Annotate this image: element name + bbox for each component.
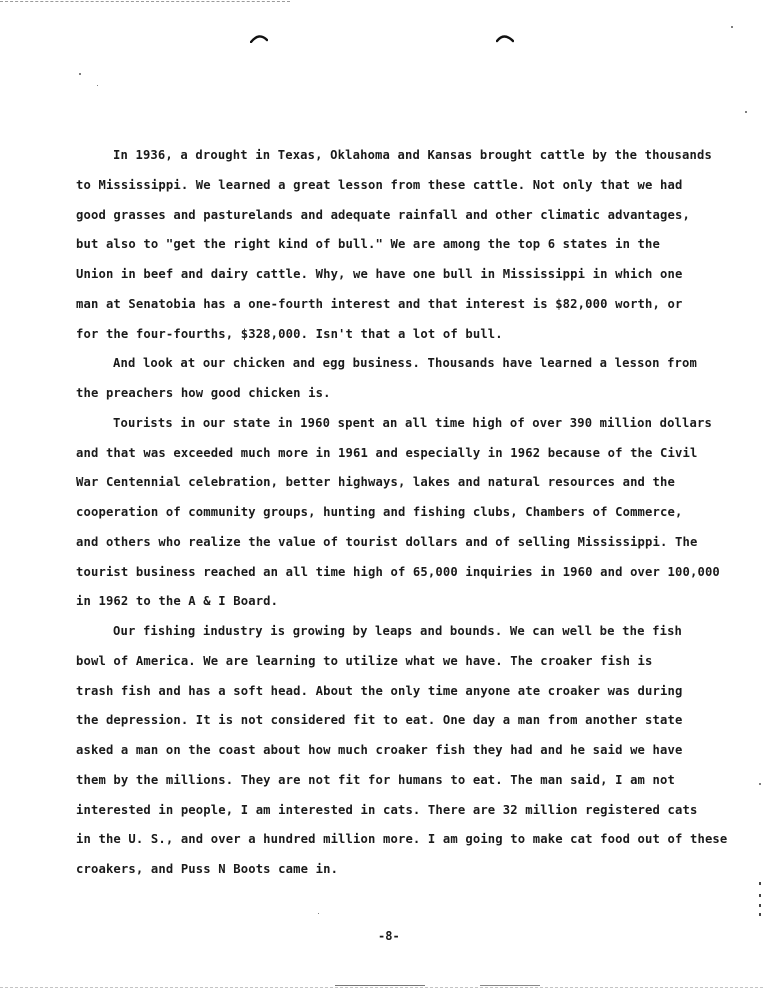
text-line: but also to "get the right kind of bull." We are among the top 6 states in the [76, 237, 661, 252]
text-line: War Centennial celebration, better highways, lakes and natural resources and the [76, 475, 675, 490]
text-line: And look at our chicken and egg business. Thousands have learned a lesson from [113, 356, 698, 371]
text-line: the preachers how good chicken is. [76, 386, 331, 400]
scan-speck [79, 73, 81, 75]
text-line: in 1962 to the A & I Board. [76, 594, 279, 609]
scan-speck [97, 85, 98, 86]
text-line: croakers, and Puss N Boots came in. [76, 862, 339, 876]
right-corner-mark [496, 33, 514, 43]
scan-speck [745, 111, 747, 113]
text-line: interested in people, I am interested in cats. There are 32 million registered cats [76, 802, 698, 817]
text-line: bowl of America. We are learning to utilize what we have. The croaker fish is [76, 653, 653, 668]
text-line: them by the millions. They are not fit for humans to eat. The man said, I am not [76, 772, 675, 787]
bottom-rule [335, 985, 425, 986]
text-line: for the four-fourths, $328,000. Isn't that a lot of bull. [76, 326, 503, 341]
right-edge-scan-marks [758, 880, 762, 920]
text-line: In 1936, a drought in Texas, Oklahoma and Kansas brought cattle by the thousands [113, 148, 712, 162]
scan-speck [318, 913, 319, 914]
scan-speck [731, 26, 733, 28]
text-line: Our fishing industry is growing by leaps and bounds. We can well be the fish [113, 624, 683, 638]
text-line: man at Senatobia has a one-fourth interest and that interest is $82,000 worth, or [76, 296, 683, 311]
text-line: cooperation of community groups, hunting and fishing clubs, Chambers of Commerce, [76, 505, 683, 519]
text-line: asked a man on the coast about how much croaker fish they had and he said we have [76, 743, 683, 757]
text-line: Union in beef and dairy cattle. Why, we have one bull in Mississippi in which one [76, 267, 683, 281]
scan-speck [759, 783, 761, 785]
text-line: trash fish and has a soft head. About the only time anyone ate croaker was during [76, 683, 683, 698]
text-line: in the U. S., and over a hundred million more. I am going to make cat food out of these [76, 832, 728, 847]
text-line: to Mississippi. We learned a great lesson from these cattle. Not only that we had [76, 177, 683, 192]
page-number: -8- [378, 929, 400, 943]
text-line: tourist business reached an all time high of 65,000 inquiries in 1960 and over 100,000 [76, 564, 720, 579]
bottom-rule [480, 985, 540, 986]
text-line: Tourists in our state in 1960 spent an all time high of over 390 million dollars [113, 415, 712, 430]
top-scan-edge [0, 1, 290, 2]
text-line: good grasses and pasturelands and adequate rainfall and other climatic advantages, [76, 207, 690, 222]
bottom-scan-edge [0, 987, 763, 988]
document-body [76, 141, 746, 885]
text-line: and others who realize the value of tourist dollars and of selling Mississippi. The [76, 534, 698, 549]
text-line: the depression. It is not considered fit to eat. One day a man from another state [76, 713, 683, 728]
text-line: and that was exceeded much more in 1961 and especially in 1962 because of the Civil [76, 445, 698, 460]
left-corner-mark [250, 33, 268, 43]
